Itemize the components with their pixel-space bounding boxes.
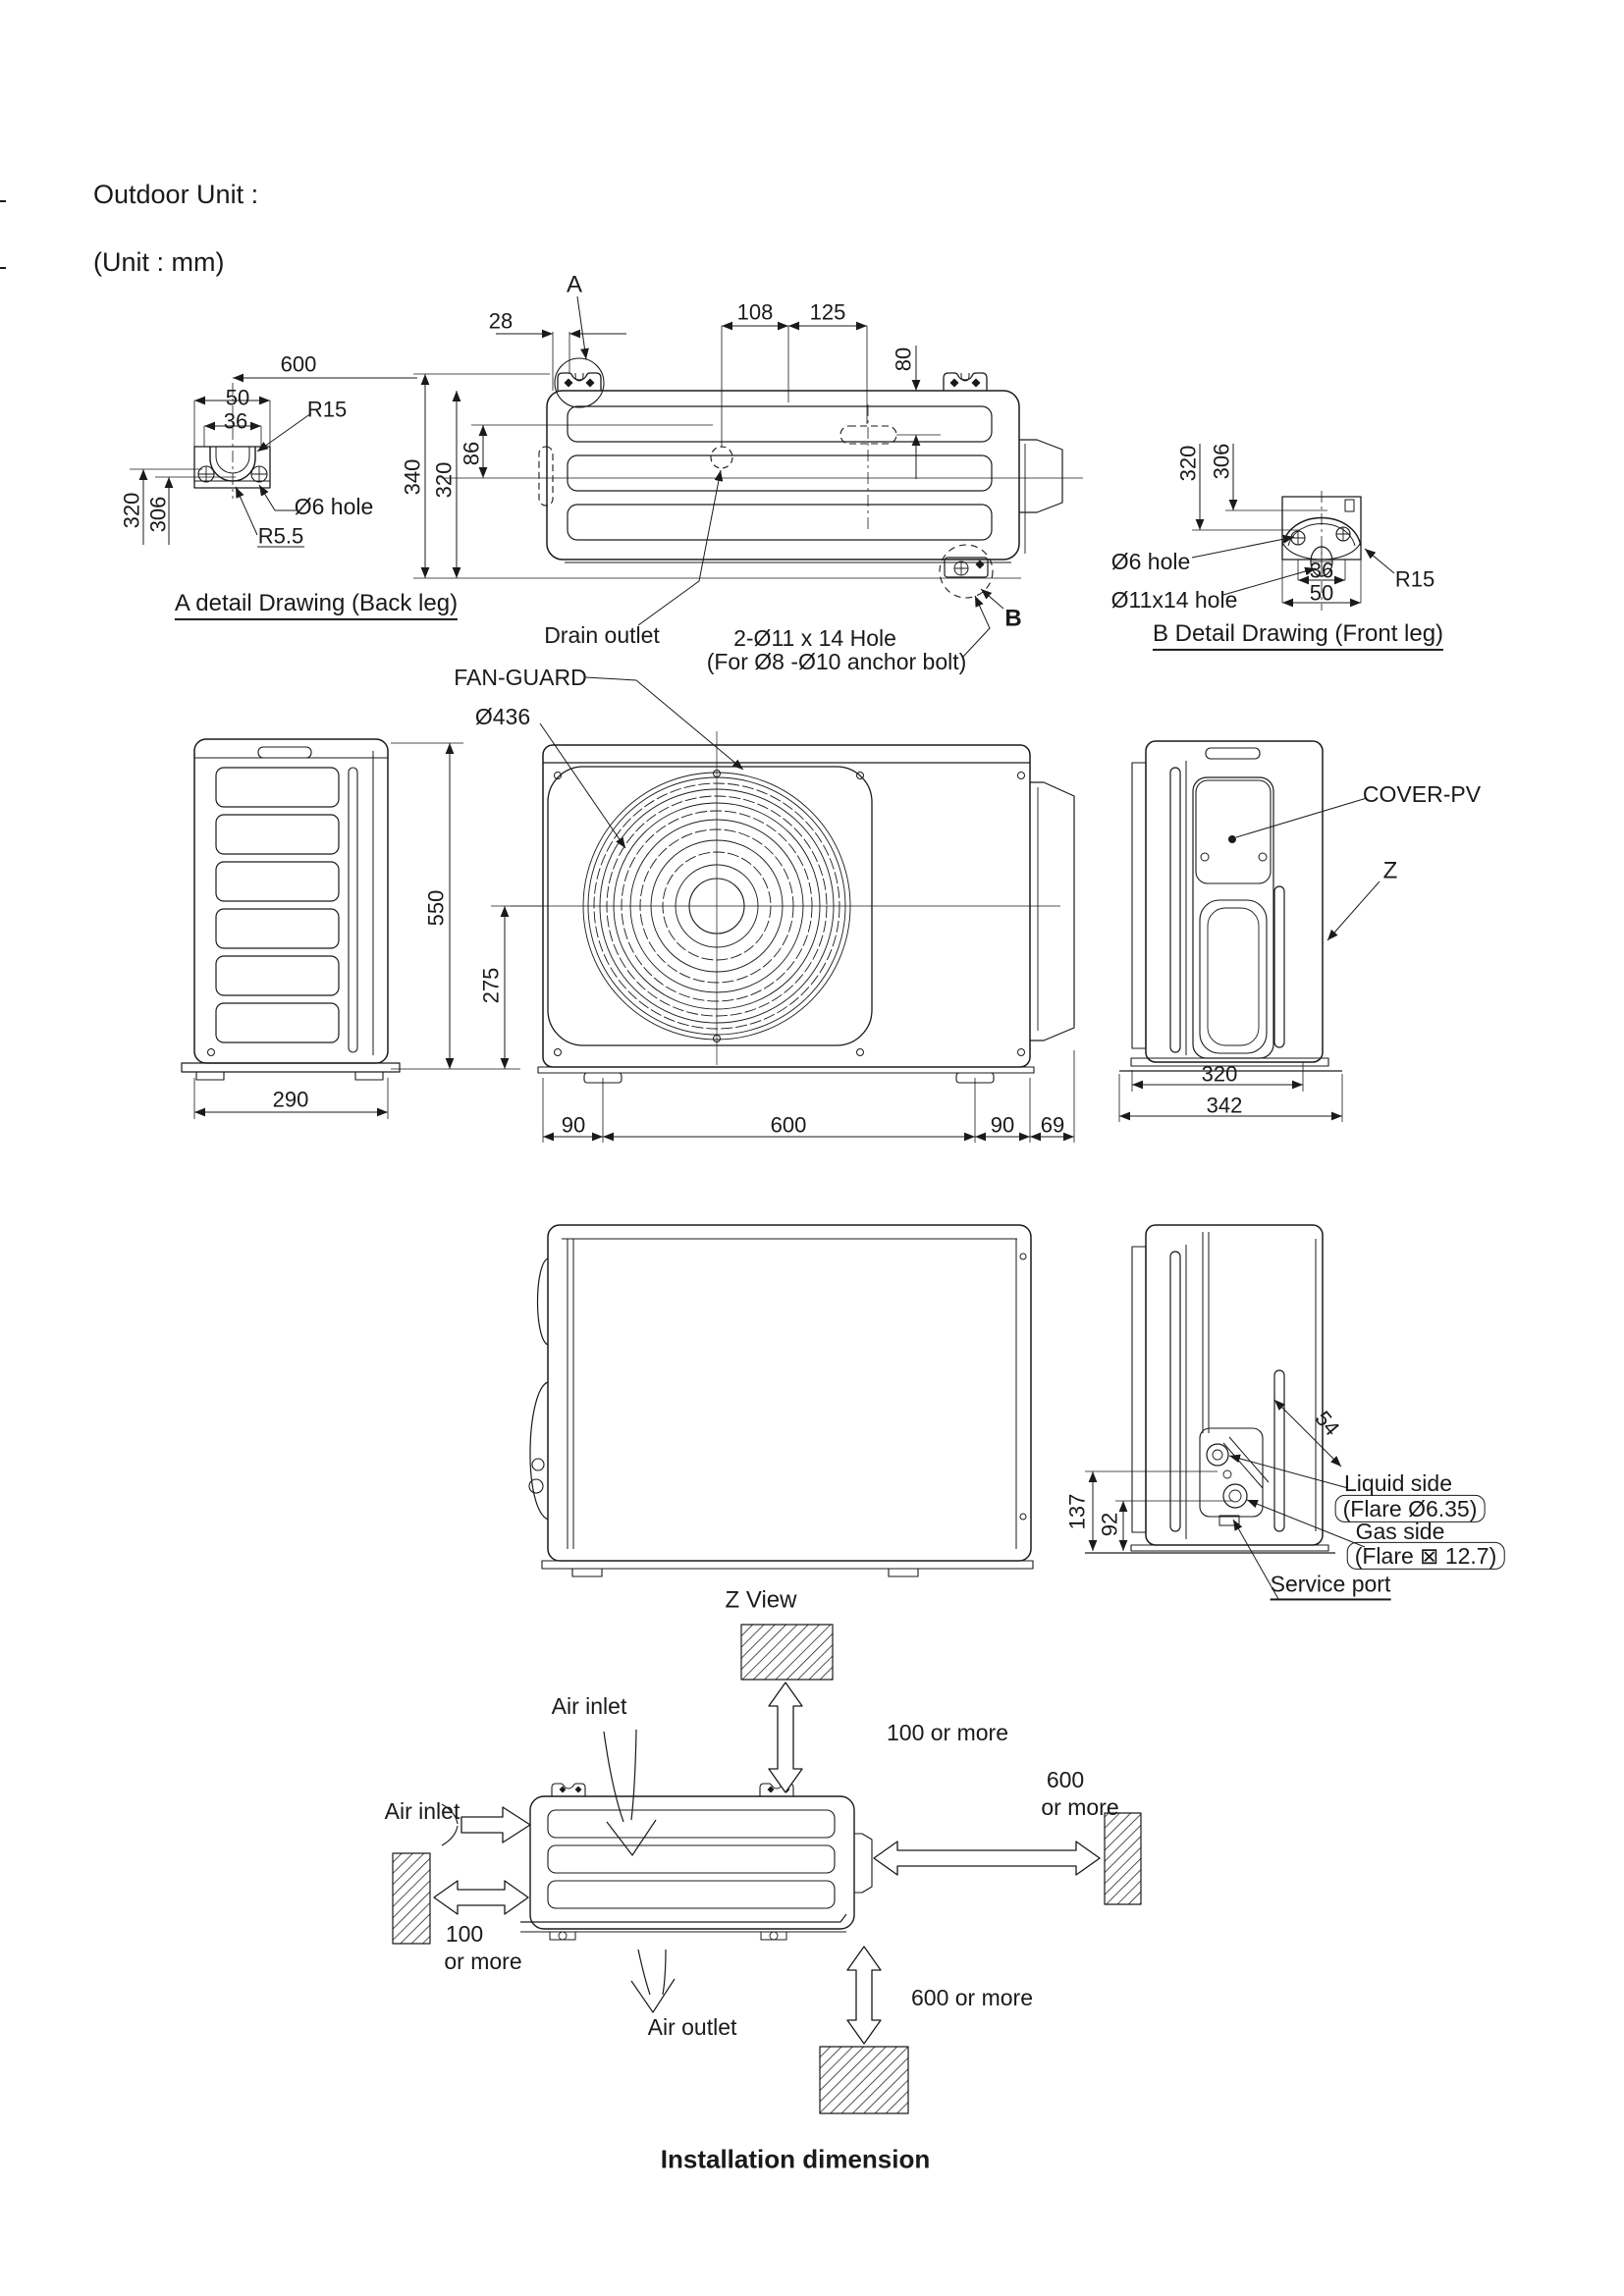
dim-340: 340	[400, 458, 425, 496]
dim-108: 108	[736, 299, 774, 325]
clearance-right-more: or more	[1041, 1793, 1119, 1820]
front-view-drawing	[511, 677, 1074, 1143]
fan-guard-label: FAN-GUARD	[454, 664, 587, 690]
dim-90-right: 90	[990, 1112, 1015, 1138]
detail-a-dim-320: 320	[119, 492, 144, 529]
dim-80: 80	[891, 347, 916, 372]
detail-b-dim-50: 50	[1309, 580, 1334, 606]
clearance-left-more: or more	[444, 1948, 522, 1974]
detail-b-hole6: Ø6 hole	[1110, 548, 1191, 574]
detail-b-title: B Detail Drawing (Front leg)	[1153, 621, 1443, 651]
gas-flare-label: (Flare ⊠ 12.7)	[1347, 1542, 1505, 1570]
dim-550: 550	[423, 889, 449, 927]
top-view-drawing	[442, 296, 1083, 658]
z-view-drawing	[529, 1225, 1033, 1576]
clearance-bottom-label: 600 or more	[910, 1984, 1034, 2010]
dim-275: 275	[478, 967, 504, 1004]
drain-outlet-label: Drain outlet	[544, 621, 660, 648]
dim-125: 125	[809, 299, 846, 325]
clearance-left-value: 100	[445, 1920, 484, 1947]
liquid-side-label: Liquid side	[1344, 1469, 1452, 1496]
fan-diameter-label: Ø436	[474, 703, 531, 729]
dim-342: 342	[1206, 1093, 1243, 1118]
installation-caption: Installation dimension	[660, 2144, 931, 2174]
dim-28: 28	[488, 308, 514, 334]
detail-b-dim-320: 320	[1175, 445, 1201, 482]
dim-92: 92	[1097, 1512, 1122, 1537]
detail-a-r15: R15	[306, 397, 348, 422]
air-inlet-top-label: Air inlet	[551, 1692, 627, 1719]
detail-a-dim-36: 36	[223, 408, 248, 434]
dim-137: 137	[1064, 1493, 1090, 1530]
rear-view-drawing	[182, 739, 400, 1119]
detail-b-hole11: Ø11x14 hole	[1110, 586, 1238, 613]
page-edge-ticks	[0, 201, 6, 268]
dim-290: 290	[272, 1087, 309, 1112]
page-title: Outdoor Unit :	[93, 180, 259, 209]
unit-note: (Unit : mm)	[93, 247, 225, 277]
detail-b-dim-36: 36	[1309, 558, 1334, 583]
clearance-top-label: 100 or more	[886, 1719, 1009, 1745]
service-port-label: Service port	[1271, 1572, 1391, 1600]
air-outlet-label: Air outlet	[647, 2013, 737, 2040]
detail-b-marker: B	[1004, 605, 1022, 632]
dim-320-side: 320	[1201, 1061, 1238, 1087]
dim-600-legs: 600	[280, 351, 317, 377]
detail-a-title: A detail Drawing (Back leg)	[175, 591, 458, 620]
detail-a-dim-50: 50	[225, 385, 250, 410]
detail-b-dim-306: 306	[1209, 443, 1234, 480]
cover-pv-label: COVER-PV	[1362, 780, 1482, 807]
dim-600: 600	[770, 1112, 807, 1138]
z-marker: Z	[1382, 857, 1398, 884]
liquid-flare-label: (Flare Ø6.35)	[1335, 1495, 1486, 1522]
anchor-hole-label: 2-Ø11 x 14 Hole	[733, 624, 896, 651]
dim-86: 86	[459, 441, 484, 466]
anchor-bolt-label: (For Ø8 -Ø10 anchor bolt)	[706, 648, 967, 674]
dim-69: 69	[1040, 1112, 1065, 1138]
detail-a-marker: A	[566, 271, 583, 298]
z-view-caption: Z View	[725, 1586, 797, 1614]
dim-90-left: 90	[561, 1112, 586, 1138]
dim-54: 54	[1310, 1406, 1345, 1441]
clearance-right-value: 600	[1046, 1766, 1085, 1792]
installation-drawing	[393, 1625, 1141, 2113]
side-view-drawing	[1119, 741, 1380, 1122]
gas-side-label: Gas side	[1355, 1518, 1445, 1544]
detail-a-hole: Ø6 hole	[294, 493, 374, 519]
detail-a-dim-306: 306	[145, 496, 171, 533]
air-inlet-left-label: Air inlet	[384, 1797, 460, 1824]
detail-a-r55: R5.5	[257, 523, 304, 549]
detail-b-r15: R15	[1394, 566, 1435, 592]
dim-320-top: 320	[431, 461, 457, 499]
